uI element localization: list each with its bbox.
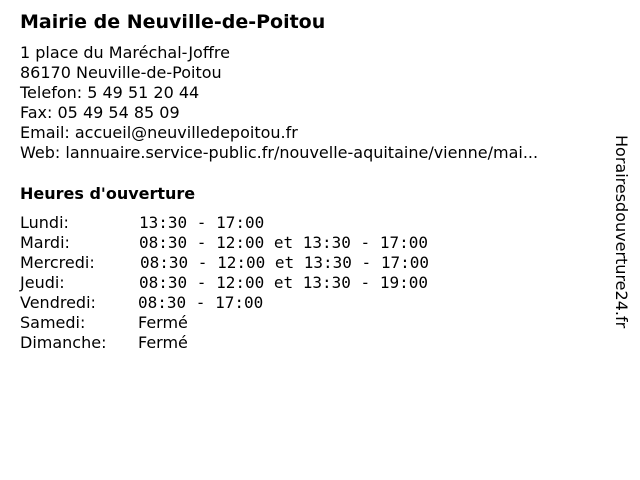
time-value: Fermé (138, 313, 188, 332)
site-watermark: Horairesdouverture24.fr (612, 135, 631, 329)
time-value: 08:30 - 17:00 (138, 293, 264, 312)
address-city: 86170 Neuville-de-Poitou (20, 63, 222, 82)
day-label: Jeudi: (20, 273, 65, 292)
time-value: 13:30 - 17:00 (139, 213, 265, 232)
time-value: Fermé (138, 333, 188, 352)
fax-line (20, 103, 538, 123)
email-label: Email: (20, 123, 70, 142)
address-street: 1 place du Maréchal-Joffre (20, 43, 230, 62)
day-label: Mardi: (20, 233, 70, 252)
phone-number[interactable]: 5 49 51 20 44 (87, 83, 200, 102)
day-label: Mercredi: (20, 253, 95, 272)
email-address[interactable]: accueil@neuvilledepoitou.fr (74, 123, 298, 142)
hours-heading: Heures d'ouverture (20, 184, 196, 203)
fax-number: 05 49 54 85 09 (57, 103, 180, 122)
web-link[interactable]: lannuaire.service-public.fr/nouvelle-aquitaine/vienne/mai... (65, 143, 539, 162)
day-label: Lundi: (20, 213, 69, 232)
time-value: 08:30 - 12:00 et 13:30 - 19:00 (139, 273, 428, 292)
day-label: Vendredi: (20, 293, 96, 312)
phone-line (20, 83, 538, 103)
fax-label: Fax: (20, 103, 53, 122)
web-label: Web: (20, 143, 61, 162)
phone-label: Telefon: (20, 83, 83, 102)
page-title: Mairie de Neuville-de-Poitou (20, 11, 326, 33)
contact-info (20, 43, 538, 163)
time-value: 08:30 - 12:00 et 13:30 - 17:00 (140, 253, 429, 272)
day-label: Samedi: (20, 313, 86, 332)
day-label: Dimanche: (20, 333, 107, 352)
web-line (20, 143, 538, 163)
time-value: 08:30 - 12:00 et 13:30 - 17:00 (139, 233, 428, 252)
email-line (20, 123, 538, 143)
